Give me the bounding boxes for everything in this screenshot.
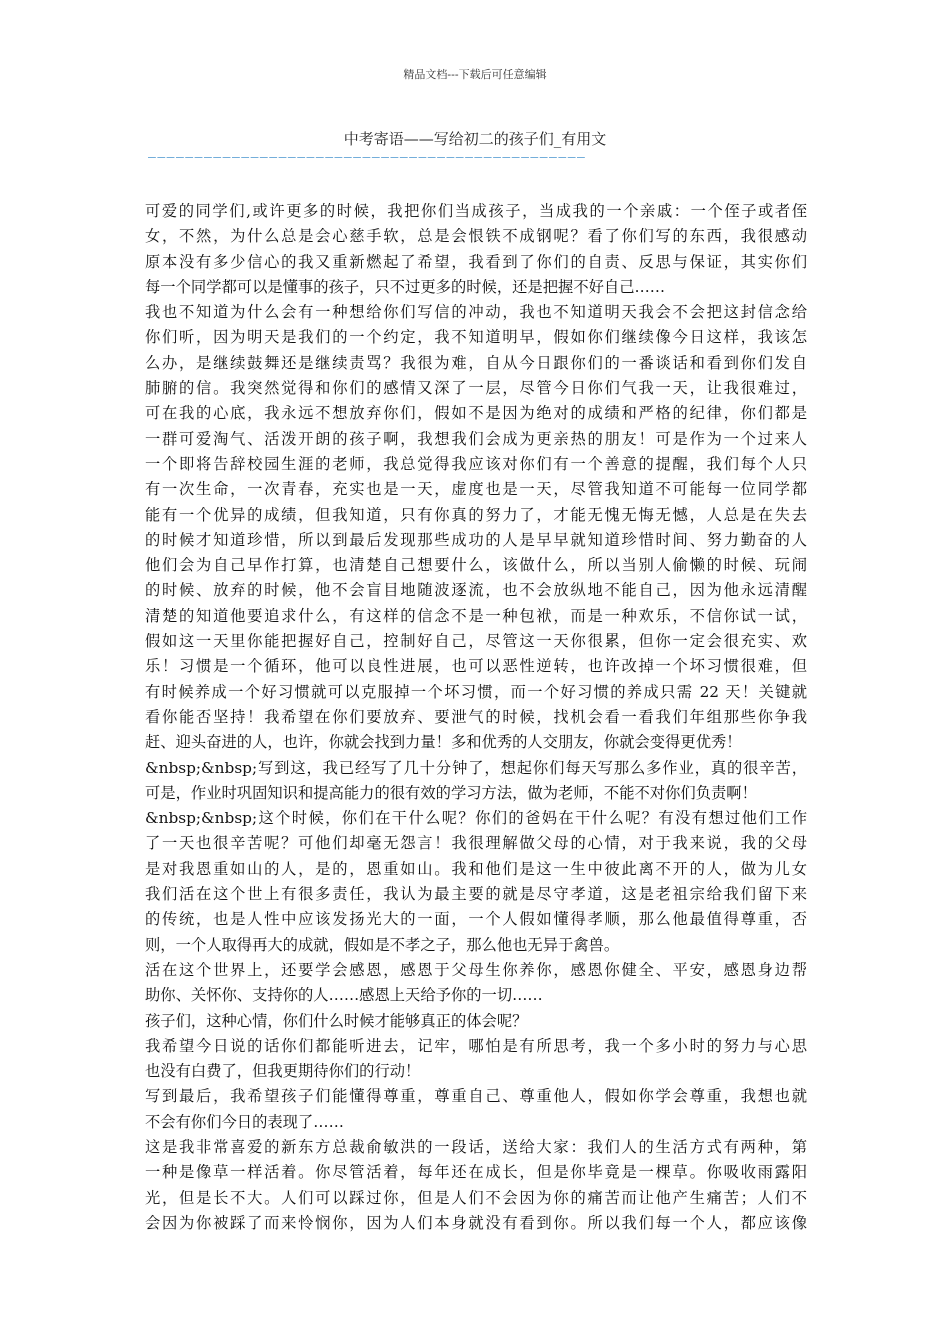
- body-line: 乐！习惯是一个循环，他可以良性进展，也可以恶性逆转，也许改掉一个坏习惯很难，但: [145, 657, 807, 676]
- body-line: 可是，作业时巩固知识和提高能力的很有效的学习方法，做为老师，不能不对你们负责啊！: [145, 783, 757, 802]
- page-header-note: 精品文档---下载后可任意编辑: [403, 68, 547, 81]
- body-line: 你们听，因为明天是我们的一个约定，我不知道明早，假如你们继续像今日这样，我该怎: [145, 328, 807, 347]
- body-line: 也没有白费了，但我更期待你们的行动！: [145, 1062, 421, 1081]
- body-line: 我希望今日说的话你们都能听进去，记牢，哪怕是有所思考，我一个多小时的努力与心思: [145, 1036, 807, 1055]
- body-line: 的时候才知道珍惜，所以到最后发现那些成功的人是早早就知道珍惜时间、努力勤奋的人: [145, 530, 807, 549]
- body-line: 是对我恩重如山的人，是的，恩重如山。我和他们是这一生中彼此离不开的人，做为儿女: [145, 859, 807, 878]
- body-line: 会因为你被踩了而来怜悯你，因为人们本身就没有看到你。所以我们每一个人，都应该像: [145, 1213, 807, 1232]
- body-line: 一个即将告辞校园生涯的老师，我总觉得我应该对你们有一个善意的提醒，我们每个人只: [145, 454, 807, 473]
- title-divider: ———————————————————————————————————————————————: [148, 150, 587, 164]
- body-line: 有时候养成一个好习惯就可以克服掉一个坏习惯，而一个好习惯的养成只需 22 天！关键就: [145, 682, 807, 701]
- body-line: 原本没有多少信心的我又重新燃起了希望，我看到了你们的自责、反思与保证，其实你们: [145, 252, 807, 271]
- body-line: 能有一个优异的成绩，但我知道，只有你真的努力了，才能无愧无悔无憾，人总是在失去: [145, 505, 807, 524]
- body-line: &nbsp;&nbsp;这个时候，你们在干什么呢？你们的爸妈在干什么呢？有没有想过他们工作: [145, 809, 807, 828]
- body-line: 的时候、放弃的时候，他不会盲目地随波逐流，也不会放纵地不能自己，因为他永远清醒: [145, 581, 807, 600]
- body-line: 光，但是长不大。人们可以踩过你，但是人们不会因为你的痛苦而让他产生痛苦；人们不: [145, 1188, 807, 1207]
- body-line: 清楚的知道他要追求什么，有这样的信念不是一种包袱，而是一种欢乐，不信你试一试，: [145, 606, 807, 625]
- body-line: 一群可爱淘气、活泼开朗的孩子啊，我想我们会成为更亲热的朋友！可是作为一个过来人: [145, 429, 807, 448]
- document-title: 中考寄语——写给初二的孩子们_有用文: [343, 130, 607, 148]
- document-body: [145, 199, 807, 1236]
- body-line: 不会有你们今日的表现了……: [145, 1112, 344, 1131]
- body-line: 赶、迎头奋进的人，也许，你就会找到力量！多和优秀的人交朋友，你就会变得更优秀！: [145, 733, 742, 752]
- body-line: 他们会为自己早作打算，也清楚自己想要什么，该做什么，所以当别人偷懒的时候、玩闹: [145, 556, 807, 575]
- body-line: 助你、关怀你、支持你的人……感恩上天给予你的一切……: [145, 986, 543, 1005]
- body-line: 写到最后，我希望孩子们能懂得尊重，尊重自己、尊重他人，假如你学会尊重，我想也就: [145, 1087, 807, 1106]
- body-line: 肺腑的信。我突然觉得和你们的感情又深了一层，尽管今日你们气我一天，让我很难过，: [145, 379, 807, 398]
- body-line: 每一个同学都可以是懂事的孩子，只不过更多的时候，还是把握不好自己……: [145, 277, 666, 296]
- body-line: 可爱的同学们,或许更多的时候，我把你们当成孩子，当成我的一个亲戚：一个侄子或者侄: [145, 202, 807, 220]
- body-line: &nbsp;&nbsp;写到这，我已经写了几十分钟了，想起你们每天写那么多作业，真的很辛苦，: [145, 758, 807, 777]
- body-line: 么办，是继续鼓舞还是继续责骂？我很为难，自从今日跟你们的一番谈话和看到你们发自: [145, 353, 807, 372]
- body-line: 看你能否坚持！我希望在你们要放弃、要泄气的时候，找机会看一看我们年组那些你争我: [145, 707, 807, 726]
- body-line: 孩子们，这种心情，你们什么时候才能够真正的体会呢？: [145, 1011, 528, 1030]
- body-line: 了一天也很辛苦呢？可他们却毫无怨言！我很理解做父母的心情，对于我来说，我的父母: [145, 834, 807, 853]
- body-line: 活在这个世界上，还要学会感恩，感恩于父母生你养你，感恩你健全、平安，感恩身边帮: [145, 960, 807, 979]
- body-line: 一种是像草一样活着。你尽管活着，每年还在成长，但是你毕竟是一棵草。你吸收雨露阳: [145, 1163, 807, 1182]
- body-line: 我们活在这个世上有很多责任，我认为最主要的就是尽守孝道，这是老祖宗给我们留下来: [145, 885, 807, 904]
- body-line: 我也不知道为什么会有一种想给你们写信的冲动，我也不知道明天我会不会把这封信念给: [145, 303, 807, 322]
- body-line: 假如这一天里你能把握好自己，控制好自己，尽管这一天你很累，但你一定会很充实、欢: [145, 632, 807, 651]
- body-line: 这是我非常喜爱的新东方总裁俞敏洪的一段话，送给大家：我们人的生活方式有两种，第: [145, 1137, 807, 1156]
- body-line: 的传统，也是人性中应该发扬光大的一面，一个人假如懂得孝顺，那么他最值得尊重，否: [145, 910, 807, 929]
- body-line: 则，一个人取得再大的成就，假如是不孝之子，那么他也无异于禽兽。: [145, 935, 620, 954]
- body-line: 有一次生命，一次青春，充实也是一天，虚度也是一天，尽管我知道不可能每一位同学都: [145, 480, 807, 499]
- body-line: 女，不然，为什么总是会心慈手软，总是会恨铁不成钢呢？看了你们写的东西，我很感动: [145, 227, 807, 246]
- body-line: 可在我的心底，我永远不想放弃你们，假如不是因为绝对的成绩和严格的纪律，你们都是: [145, 404, 807, 423]
